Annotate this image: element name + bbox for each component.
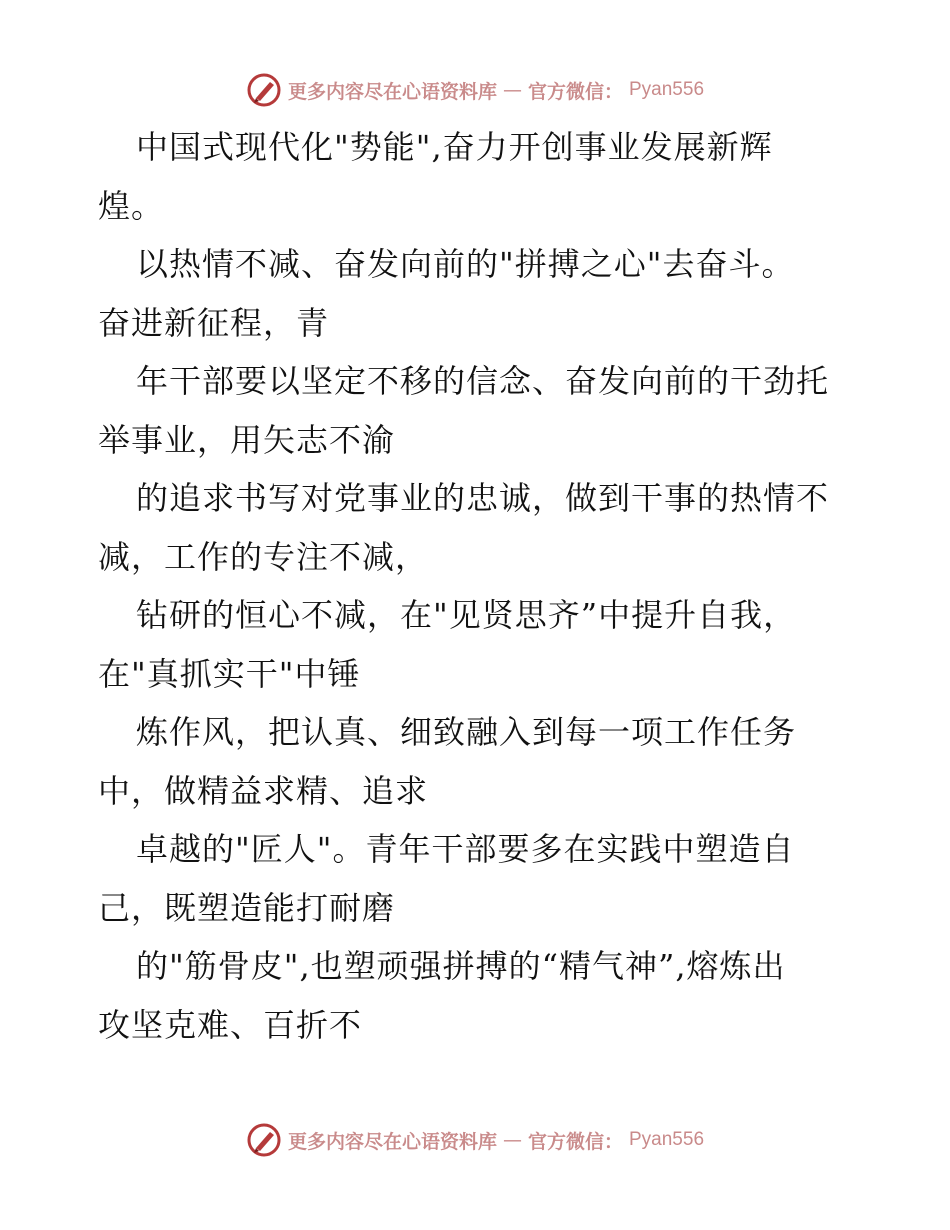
body-line: 中，做精益求精、追求: [98, 771, 429, 810]
body-line: 攻坚克难、百折不: [98, 1005, 363, 1044]
body-line: 钻研的恒心不减，在"见贤思齐”中提升自我，: [136, 596, 797, 634]
body-line: 卓越的"匠人"。青年干部要多在实践中塑造自: [136, 830, 795, 868]
footer-watermark: [0, 1120, 950, 1160]
body-line: 以热情不减、奋发向前的"拼搏之心"去奋斗。: [136, 245, 795, 283]
watermark-wechat-label: 官方微信：: [527, 80, 623, 103]
body-line: 的"筋骨皮",也塑顽强拼搏的“精气神”,熔炼出: [136, 947, 786, 985]
watermark-wechat-id: Pyan556: [629, 1129, 705, 1150]
watermark-text: 更多内容尽在心语资料库: [287, 80, 497, 103]
pen-logo-icon: [246, 1122, 282, 1158]
body-line: 煌。: [98, 186, 165, 225]
body-line: 的追求书写对党事业的忠诚，做到干事的热情不: [136, 479, 830, 517]
watermark-separator: —: [502, 79, 522, 101]
header-watermark: [0, 70, 950, 110]
body-line: 在"真抓实干"中锤: [98, 654, 361, 693]
document-body: [98, 118, 858, 1054]
watermark-wechat-id: Pyan556: [629, 79, 705, 100]
watermark-separator: —: [502, 1129, 522, 1151]
body-line: 奋进新征程，青: [98, 303, 330, 342]
body-line: 减，工作的专注不减，: [98, 537, 429, 576]
watermark-text: 更多内容尽在心语资料库: [287, 1130, 497, 1153]
pen-logo-icon: [246, 72, 282, 108]
body-line: 年干部要以坚定不移的信念、奋发向前的干劲托: [136, 362, 830, 400]
body-line: 己，既塑造能打耐磨: [98, 888, 396, 927]
watermark-wechat-label: 官方微信：: [527, 1130, 623, 1153]
body-line: 炼作风，把认真、细致融入到每一项工作任务: [136, 713, 797, 751]
body-line: 中国式现代化"势能",奋力开创事业发展新辉: [136, 128, 773, 166]
body-line: 举事业，用矢志不渝: [98, 420, 396, 459]
